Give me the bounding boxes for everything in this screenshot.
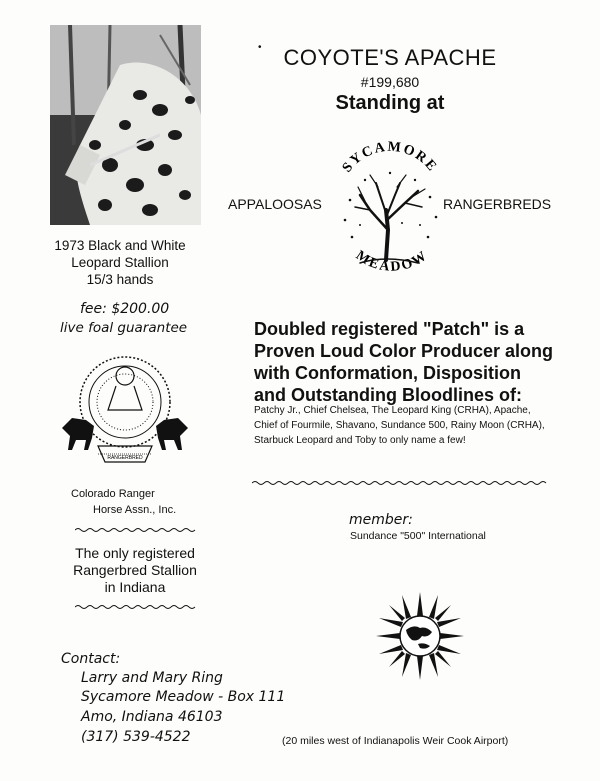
- stud-fee: fee: $200.00: [80, 301, 170, 317]
- contact-phone: (317) 539-4522: [81, 729, 191, 745]
- only-line-1: The only registered: [75, 545, 195, 561]
- sycamore-meadow-logo: [330, 125, 450, 295]
- page-title: COYOTE'S APACHE: [283, 45, 497, 70]
- divider-2: [75, 604, 200, 610]
- registration-number: #199,680: [360, 74, 420, 90]
- ink-dot: •: [258, 42, 262, 53]
- only-line-2: Rangerbred Stallion: [73, 562, 197, 578]
- contact-names: Larry and Mary Ring: [81, 670, 223, 686]
- bloodlines-list: Patchy Jr., Chief Chelsea, The Leopard King (CRHA), Apache, Chief of Fourmile, Shavano, Sundance 500, Rainy Moon (CRHA), Starbuck Leopard and Toby to only name a few!: [254, 405, 545, 446]
- only-registered-text: [50, 545, 220, 596]
- member-organization: Sundance "500" International: [350, 530, 486, 542]
- rangerbreds-label: RANGERBREDS: [443, 196, 552, 212]
- divider-1: [75, 527, 200, 533]
- horse-image: [50, 25, 201, 225]
- horse-icon: [62, 418, 188, 450]
- horse-photo: [50, 25, 201, 225]
- logo-bottom-text: MEADOW: [352, 248, 432, 275]
- stallion-line-3: 15/3 hands: [86, 272, 154, 287]
- crha-line-2: Horse Assn., Inc.: [93, 504, 177, 516]
- stallion-line-2: Leopard Stallion: [71, 255, 169, 270]
- only-line-3: in Indiana: [104, 579, 166, 595]
- appaloosas-label: APPALOOSAS: [228, 196, 322, 212]
- stallion-description: [40, 237, 200, 288]
- logo-top-text: SYCAMORE: [339, 139, 441, 176]
- location-note: (20 miles west of Indianapolis Weir Cook Airport): [282, 735, 509, 747]
- member-label: member:: [349, 512, 413, 528]
- crha-line-1: Colorado Ranger: [71, 488, 155, 500]
- tree-icon: [355, 175, 425, 263]
- headline: Doubled registered "Patch" is a Proven Loud Color Producer along with Conformation, Disposition and Outstanding Bloodlines of:: [254, 319, 554, 405]
- stallion-line-1: 1973 Black and White: [54, 238, 186, 253]
- sun-logo-icon: [374, 590, 466, 682]
- divider-3: [252, 480, 548, 486]
- emblem-text: RANGERBRED: [107, 455, 143, 461]
- foal-guarantee: live foal guarantee: [60, 320, 188, 336]
- contact-label: Contact:: [61, 651, 121, 667]
- standing-at-heading: Standing at: [335, 92, 445, 114]
- contact-address-2: Amo, Indiana 46103: [81, 709, 223, 725]
- contact-address-1: Sycamore Meadow - Box 111: [81, 689, 286, 705]
- crha-emblem: [60, 350, 190, 480]
